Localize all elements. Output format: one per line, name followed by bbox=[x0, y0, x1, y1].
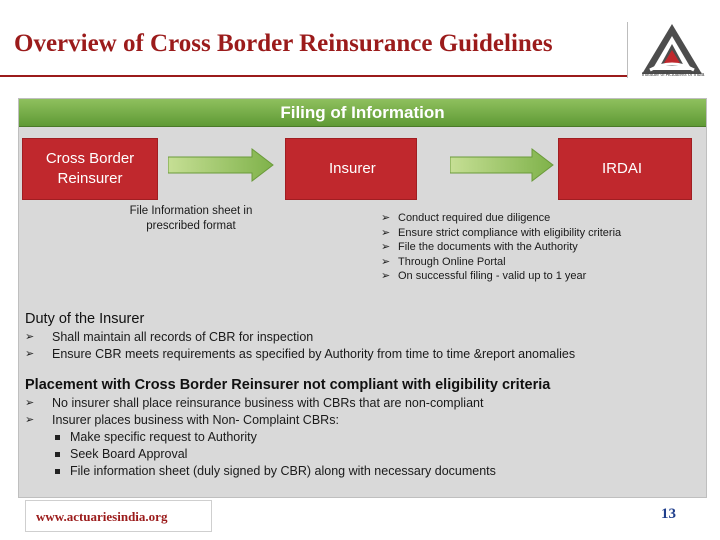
logo-caption: Institute of Actuaries of India bbox=[641, 72, 705, 78]
square-bullet-icon bbox=[55, 435, 60, 440]
list-item: ➢ Ensure strict compliance with eligibility criteria bbox=[381, 226, 622, 239]
cross-border-reinsurer-box bbox=[22, 138, 158, 200]
reinsurer-note: File Information sheet in prescribed format bbox=[129, 205, 253, 232]
list-item: ➢ Through Online Portal bbox=[381, 255, 506, 268]
title-underline bbox=[0, 75, 628, 77]
footer-url[interactable]: www.actuariesindia.org bbox=[36, 509, 168, 524]
arrow-bullet-icon: ➢ bbox=[381, 255, 391, 268]
list-item: ➢ Conduct required due diligence bbox=[381, 212, 551, 224]
box1-label: Cross Border Reinsurer bbox=[45, 150, 135, 187]
slide-title: Overview of Cross Border Reinsurance Guidelines bbox=[14, 30, 553, 57]
arrow-bullet-icon: ➢ bbox=[381, 270, 391, 282]
box2-label: Insurer bbox=[329, 160, 376, 177]
page-number: 13 bbox=[661, 506, 676, 522]
list-item: ➢ On successful filing - valid up to 1 year bbox=[381, 270, 587, 282]
arrow-bullet-icon: ➢ bbox=[381, 226, 391, 239]
insurer-box bbox=[285, 138, 417, 200]
placement-list bbox=[25, 395, 496, 480]
arrow-bullet-icon: ➢ bbox=[25, 348, 35, 360]
list-item: ➢ Shall maintain all records of CBR for inspection bbox=[25, 330, 314, 344]
arrow-bullet-icon: ➢ bbox=[381, 212, 391, 224]
list-item: ➢ Ensure CBR meets requirements as specified by Authority from time to time &report anomalies bbox=[25, 347, 576, 361]
placement-heading: Placement with Cross Border Reinsurer not compliant with eligibility criteria bbox=[25, 377, 551, 393]
duty-list bbox=[25, 329, 575, 363]
sublist-item: File information sheet (duly signed by CBR) along with necessary documents bbox=[52, 463, 496, 480]
sublist-item: Seek Board Approval bbox=[52, 446, 496, 463]
square-bullet-icon bbox=[55, 469, 60, 474]
sublist-item: Make specific request to Authority bbox=[52, 429, 496, 446]
arrow-bullet-icon: ➢ bbox=[25, 414, 35, 426]
arrow-bullet-icon: ➢ bbox=[25, 397, 35, 409]
flow-arrow-right-icon bbox=[450, 148, 554, 182]
logo-separator bbox=[627, 22, 628, 78]
list-item: ➢ File the documents with the Authority bbox=[381, 241, 578, 253]
arrow-bullet-icon: ➢ bbox=[25, 331, 35, 343]
insurer-points-list bbox=[381, 211, 621, 284]
square-bullet-icon bbox=[55, 452, 60, 457]
irdai-box bbox=[558, 138, 692, 200]
filing-banner: Filing of Information bbox=[19, 99, 706, 127]
arrow-bullet-icon: ➢ bbox=[381, 241, 391, 253]
box3-label: IRDAI bbox=[602, 160, 643, 177]
list-item: ➢ No insurer shall place reinsurance business with CBRs that are non-compliant bbox=[25, 396, 484, 410]
list-item: ➢ Insurer places business with Non- Complaint CBRs: Make specific request to Authority Seek Board Approval File information sheet (duly signed by CBR) along with necessary documents bbox=[25, 413, 496, 478]
duty-heading: Duty of the Insurer bbox=[25, 311, 145, 327]
placement-sublist bbox=[52, 429, 496, 480]
flow-arrow-right-icon bbox=[168, 148, 274, 182]
